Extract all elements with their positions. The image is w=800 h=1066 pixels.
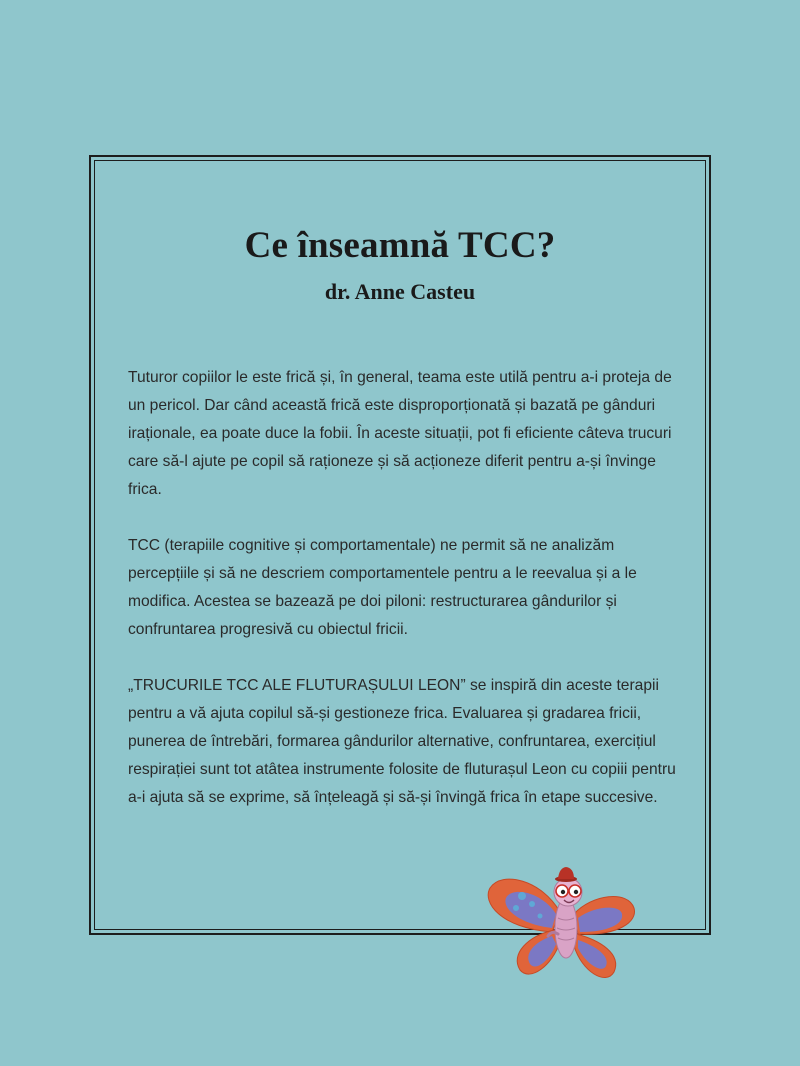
- body-text: [128, 364, 676, 840]
- page-author: dr. Anne Casteu: [324, 279, 476, 304]
- paragraph-2: TCC (terapiile cognitive și comportamentale) ne permit să ne analizăm percepțiile și să ne descriem comportamentele pentru a le reevalua și a le modifica. Acestea se bazează pe doi piloni: restructurarea gândurilor și confruntarea progresivă cu obiectul fricii.: [128, 537, 637, 638]
- butterfly-leon-icon: [482, 850, 642, 990]
- paragraph-1: Tuturor copiilor le este frică și, în general, teama este utilă pentru a-i proteja de un pericol. Dar când această frică este disproporționată și bazată pe gânduri iraționale, ea poate duce la fobii. În aceste situații, pot fi eficiente câteva trucuri care să-l ajute pe copil să raționeze și să acționeze diferit pentru a-și învinge frica.: [128, 369, 672, 498]
- paragraph-3: „TRUCURILE TCC ALE FLUTURAȘULUI LEON” se inspiră din aceste terapii pentru a vă ajuta copilul să-și gestioneze frica. Evaluarea și gradarea fricii, punerea de întrebări, formarea gândurilor alternative, confruntarea, exercițiul respirației sunt tot atâtea instrumente folosite de fluturașul Leon cu copiii pentru a-i ajuta să se exprime, să înțeleagă și să-și învingă frica în etape succesive.: [128, 677, 676, 806]
- page-title: Ce înseamnă TCC?: [244, 225, 556, 266]
